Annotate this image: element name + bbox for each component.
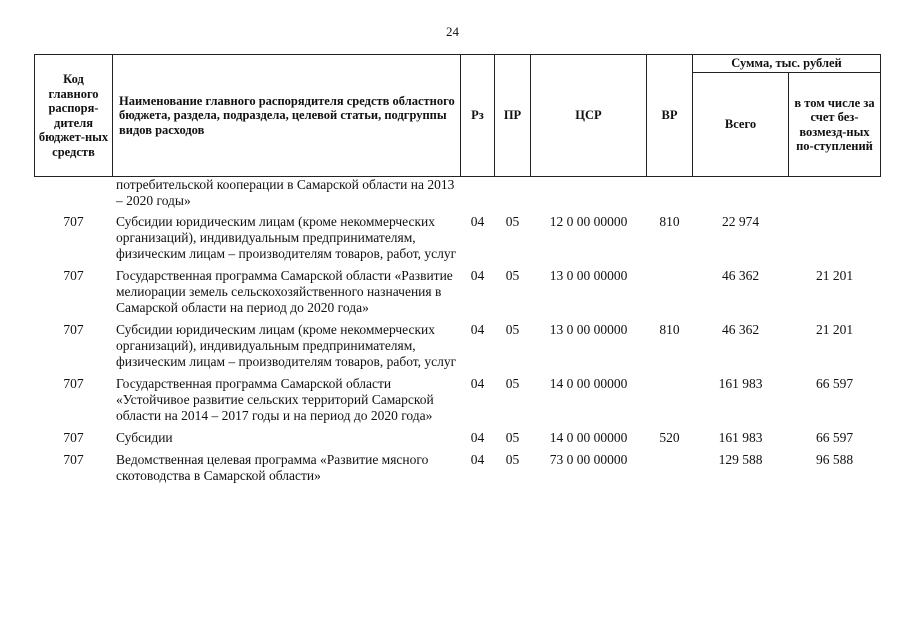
cell-free — [789, 214, 881, 268]
cell-csr: 73 0 00 00000 — [549, 452, 628, 467]
cell-name: потребительской кооперации в Самарской области на 2013 – 2020 годы» — [116, 177, 455, 208]
cell-code: 707 — [63, 452, 84, 467]
cell-vr — [647, 376, 693, 430]
cell-total: 161 983 — [718, 376, 763, 391]
cell-code: 707 — [63, 376, 84, 391]
cell-csr: 13 0 00 00000 — [549, 268, 628, 283]
cell-name: Государственная программа Самарской области «Устойчивое развитие сельских территорий Самарской области на 2014 – 2017 годы и на период до 2020 года» — [116, 376, 434, 423]
page-number: 24 — [446, 24, 459, 39]
cell-free: 21 201 — [815, 268, 854, 283]
cell-name: Субсидии юридическим лицам (кроме некоммерческих организаций), индивидуальным предпринимателям, физическим лицам – производителям товаров, работ, услуг — [116, 322, 457, 369]
cell-pr: 05 — [505, 214, 520, 229]
cell-vr — [647, 177, 693, 215]
cell-free: 21 201 — [815, 322, 854, 337]
cell-vr: 810 — [659, 214, 680, 229]
table-row — [35, 452, 881, 490]
cell-total: 46 362 — [721, 268, 760, 283]
cell-free: 66 597 — [815, 430, 854, 445]
header-free: в том числе за счет без-возмезд-ных по-ступлений — [789, 73, 881, 177]
cell-pr: 05 — [505, 452, 520, 467]
cell-pr: 05 — [505, 268, 520, 283]
cell-pr — [495, 177, 531, 215]
header-code: Код главного распоря-дителя бюджет-ных средств — [35, 55, 113, 177]
table-row — [35, 322, 881, 376]
cell-code — [35, 177, 113, 215]
cell-pr: 05 — [505, 430, 520, 445]
cell-total: 161 983 — [718, 430, 763, 445]
table-row — [35, 430, 881, 452]
header-sum: Сумма, тыс. рублей — [693, 55, 881, 73]
cell-rz: 04 — [470, 268, 485, 283]
budget-table — [34, 54, 881, 490]
cell-csr: 14 0 00 00000 — [549, 376, 628, 391]
header-vr: ВР — [647, 55, 693, 177]
cell-code: 707 — [63, 214, 84, 229]
cell-free — [789, 177, 881, 215]
cell-rz: 04 — [470, 452, 485, 467]
header-rz: Рз — [461, 55, 495, 177]
cell-total — [693, 177, 789, 215]
table-header — [35, 55, 881, 177]
cell-name: Субсидии юридическим лицам (кроме некоммерческих организаций), индивидуальным предпринимателям, физическим лицам – производителям товаров, работ, услуг — [116, 214, 457, 261]
cell-csr — [531, 177, 647, 215]
cell-code: 707 — [63, 322, 84, 337]
header-name: Наименование главного распорядителя средств областного бюджета, раздела, подраздела, целевой статьи, подгруппы видов расходов — [113, 55, 461, 177]
cell-vr — [647, 268, 693, 322]
cell-rz: 04 — [470, 322, 485, 337]
cell-code: 707 — [63, 430, 84, 445]
cell-code: 707 — [63, 268, 84, 283]
table-row — [35, 268, 881, 322]
cell-vr: 520 — [659, 430, 680, 445]
cell-rz: 04 — [470, 430, 485, 445]
cell-free: 66 597 — [815, 376, 854, 391]
cell-free: 96 588 — [815, 452, 854, 467]
cell-total: 22 974 — [721, 214, 760, 229]
cell-total: 46 362 — [721, 322, 760, 337]
cell-total: 129 588 — [718, 452, 763, 467]
cell-pr: 05 — [505, 376, 520, 391]
cell-vr — [647, 452, 693, 490]
header-total: Всего — [693, 73, 789, 177]
cell-pr: 05 — [505, 322, 520, 337]
cell-csr: 12 0 00 00000 — [549, 214, 628, 229]
header-pr: ПР — [495, 55, 531, 177]
header-csr: ЦСР — [531, 55, 647, 177]
cell-vr: 810 — [659, 322, 680, 337]
cell-name: Ведомственная целевая программа «Развитие мясного скотоводства в Самарской области» — [116, 452, 429, 483]
cell-csr: 14 0 00 00000 — [549, 430, 628, 445]
cell-name: Государственная программа Самарской области «Развитие мелиорации земель сельскохозяйственного назначения в Самарской области на период до 2020 года» — [116, 268, 453, 315]
cell-rz: 04 — [470, 214, 485, 229]
cell-csr: 13 0 00 00000 — [549, 322, 628, 337]
cell-rz: 04 — [470, 376, 485, 391]
cell-name: Субсидии — [116, 430, 173, 445]
table-body — [35, 177, 881, 491]
table-row — [35, 376, 881, 430]
table-row — [35, 214, 881, 268]
table-row — [35, 177, 881, 215]
cell-rz — [461, 177, 495, 215]
